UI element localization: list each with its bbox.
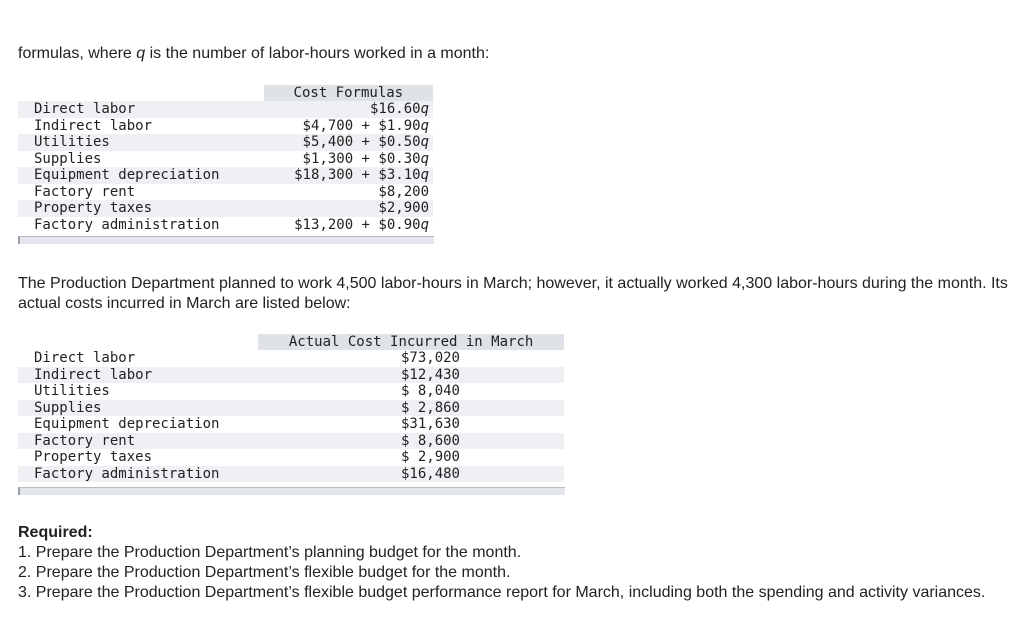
- table-row: Direct labor $16.60q: [18, 101, 433, 118]
- table-row: Utilities $5,400 + $0.50q: [18, 134, 433, 151]
- required-section: [18, 523, 1008, 603]
- table-row: Supplies $ 2,860: [18, 400, 564, 417]
- actual-costs-table: [18, 334, 564, 482]
- cost-formula: $4,700 + $1.90q: [302, 117, 429, 134]
- cost-formula: $5,400 + $0.50q: [264, 134, 433, 151]
- table-row: Equipment depreciation $31,630: [34, 416, 460, 432]
- cost-formula: $13,200 + $0.90q: [294, 216, 429, 233]
- q-variable: q: [136, 45, 146, 62]
- cost-formula: $1,300 + $0.30q: [302, 150, 429, 167]
- cost-formula: $18,300 + $3.10q: [264, 167, 433, 184]
- table-row: Factory rent $8,200: [18, 184, 433, 201]
- table-row: Property taxes $ 2,900: [34, 449, 460, 465]
- table-row: Indirect labor $12,430: [18, 367, 564, 384]
- cost-formulas-table: [18, 85, 433, 233]
- table-bottom-bar: [18, 487, 565, 495]
- required-item-2: 2. Prepare the Production Department’s flexible budget for the month.: [18, 564, 511, 581]
- required-title: Required:: [18, 524, 93, 541]
- table-row: Factory rent $ 8,600: [18, 433, 564, 450]
- table-row: Factory administration $13,200 + $0.90q: [18, 217, 433, 234]
- table-row: Equipment depreciation $18,300 + $3.10q: [18, 167, 433, 184]
- cost-formulas-header: Cost Formulas: [264, 85, 433, 101]
- table-row: Indirect labor $4,700 + $1.90q: [18, 118, 433, 135]
- table-row: Utilities $ 8,040: [34, 383, 460, 399]
- required-item-3: 3. Prepare the Production Department’s flexible budget performance report for March, including both the spending and activity variances.: [18, 584, 986, 601]
- middle-paragraph: The Production Department planned to work 4,500 labor-hours in March; however, it actually worked 4,300 labor-hours during the month. Its actual costs incurred in March are listed below:: [18, 275, 1008, 312]
- table-row: Property taxes $2,900: [18, 200, 433, 217]
- table-row: Supplies $1,300 + $0.30q: [18, 151, 433, 168]
- table-bottom-bar: [18, 236, 434, 244]
- cost-formula: $2,900: [264, 200, 433, 217]
- table-row: Direct labor $73,020: [34, 350, 460, 366]
- table-row: Factory administration $16,480: [18, 466, 564, 483]
- actual-costs-header: Actual Cost Incurred in March: [258, 334, 564, 350]
- cost-formula: $16.60q: [264, 101, 433, 118]
- cost-formula: $8,200: [378, 183, 429, 200]
- required-item-1: 1. Prepare the Production Department’s planning budget for the month.: [18, 544, 522, 561]
- intro-text: formulas, where q is the number of labor-hours worked in a month:: [18, 45, 490, 62]
